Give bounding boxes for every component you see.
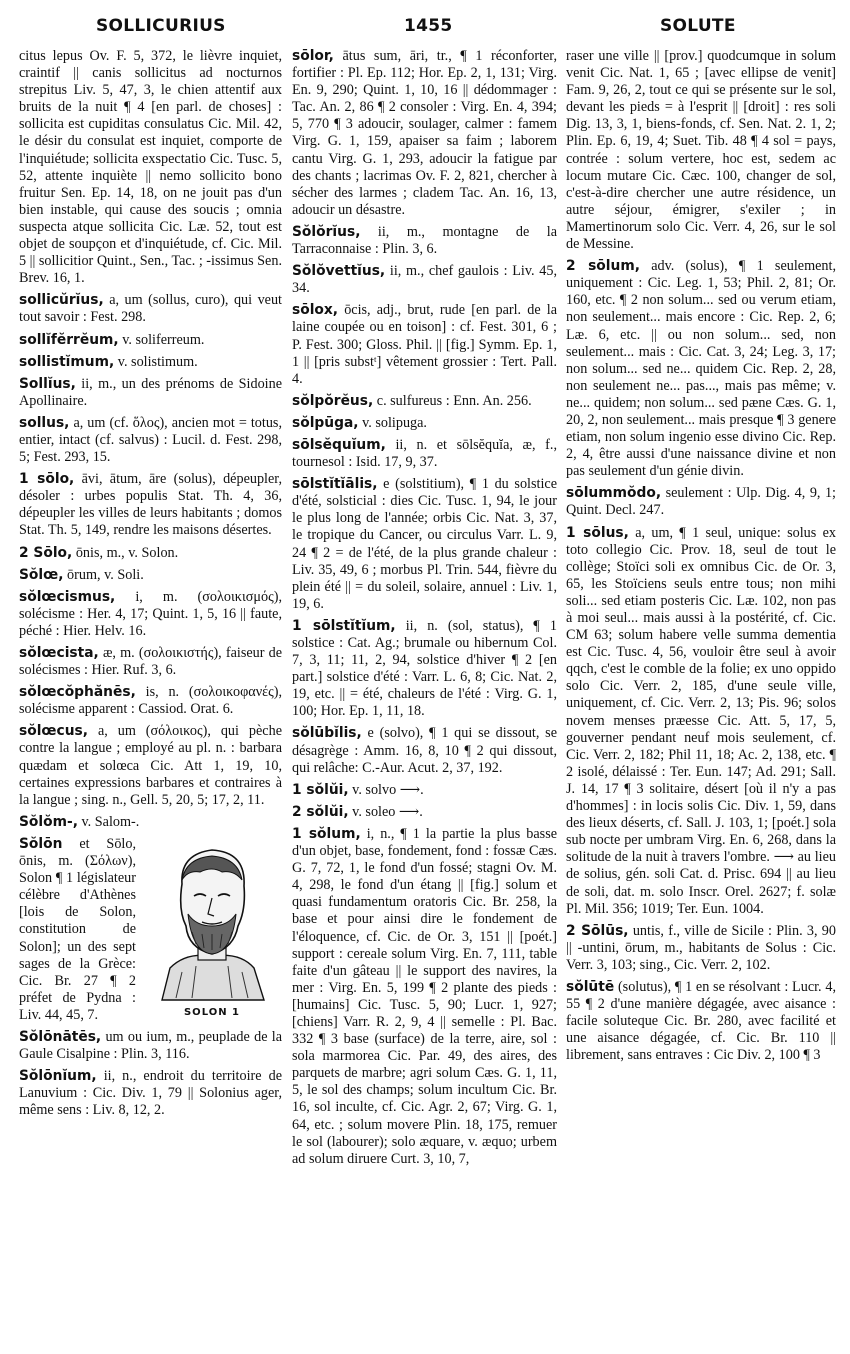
entry-definition: ii, m., montagne de la Tarraconnaise : Plin. 3, 6. bbox=[292, 223, 557, 258]
dictionary-entry bbox=[19, 814, 282, 831]
dictionary-entry bbox=[292, 393, 557, 410]
solon-bust-figure bbox=[142, 840, 282, 1018]
entry-headword: 2 sōlum, bbox=[566, 258, 640, 275]
dictionary-entry bbox=[19, 354, 282, 371]
dictionary-entry bbox=[292, 302, 557, 387]
column-2 bbox=[292, 48, 557, 1350]
entry-headword: Sŏlŏrĭus, bbox=[292, 223, 361, 240]
entry-headword: 2 Sōlo, bbox=[19, 544, 73, 561]
entry-definition: æ, m. (σολοικιστής), faiseur de solécismes : Hier. Ruf. 3, 6. bbox=[19, 645, 282, 679]
dictionary-entry bbox=[19, 723, 282, 808]
entry-headword: Sŏlœ, bbox=[19, 566, 64, 583]
dictionary-entry bbox=[292, 415, 557, 432]
dictionary-entry bbox=[566, 485, 836, 519]
entry-headword: Sŏlŏm-, bbox=[19, 813, 78, 830]
entry-definition: et Sōlo, ōnis, m. (Σόλων), Solon ¶ 1 législateur célèbre d'Athènes [lois de Solon, constitution de Solon]; un des sept sages de la Grèce: Cic. Br. 27 ¶ 2 préfet de Pydna : Liv. 44, 45, 7. bbox=[19, 835, 137, 1023]
entry-headword: 1 sŏlum, bbox=[292, 825, 361, 842]
dictionary-entry bbox=[292, 804, 557, 821]
entry-headword: Sŏlŏvettĭus, bbox=[292, 263, 386, 280]
dictionary-entry bbox=[292, 725, 557, 776]
entry-headword: sŏlœcus, bbox=[19, 723, 88, 740]
entry-headword: 1 sōlstĭtĭum, bbox=[292, 617, 396, 634]
entry-headword: sōlummŏdo, bbox=[566, 485, 662, 502]
entry-headword: sōlor, bbox=[292, 48, 334, 64]
entry-definition: i, m. (σολοικισμός), solécisme : Her. 4, 17; Quint. 1, 5, 16 || faute, péché : Hier. Helv. 16. bbox=[19, 588, 282, 639]
entry-definition: v. soliferreum. bbox=[122, 331, 205, 348]
entry-definition: untis, f., ville de Sicile : Plin. 3, 90 || -untini, ōrum, m., habitants de Solus : Cic. Verr. 3, 103; sing., Cic. Verr. 2, 102. bbox=[566, 922, 836, 973]
entry-headword: Sŏlōnĭum, bbox=[19, 1068, 97, 1085]
running-head-right: SOLUTE bbox=[660, 16, 736, 36]
entry-headword: 1 sōlus, bbox=[566, 524, 629, 541]
dictionary-entry bbox=[19, 589, 282, 640]
entry-headword: sŏlūbĭlis, bbox=[292, 725, 362, 742]
column-3 bbox=[566, 48, 836, 1350]
entry-headword: sollĭfĕrrĕum, bbox=[19, 331, 119, 348]
entry-headword: sŏlœcismus, bbox=[19, 588, 116, 605]
entry-headword: Sollĭus, bbox=[19, 375, 76, 392]
entry-headword: 1 sōlo, bbox=[19, 471, 75, 488]
dictionary-entry bbox=[292, 476, 557, 613]
entry-definition: a, um (sollus, curo), qui veut tout savoir : Fest. 298. bbox=[19, 292, 282, 326]
dictionary-entry bbox=[19, 48, 282, 287]
entry-headword: sŏlpūga, bbox=[292, 414, 359, 431]
entry-definition: v. solipuga. bbox=[362, 414, 427, 431]
entry-headword: sollistĭmum, bbox=[19, 353, 115, 370]
dictionary-entry bbox=[566, 923, 836, 974]
dictionary-entry bbox=[292, 437, 557, 471]
entry-headword: sōlox, bbox=[292, 302, 339, 319]
entry-definition: ōnis, m., v. Solon. bbox=[75, 544, 179, 561]
entry-headword: 2 Sōlūs, bbox=[566, 922, 629, 939]
dictionary-entry bbox=[566, 258, 836, 480]
solon-bust-icon bbox=[142, 840, 282, 1002]
dictionary-entry bbox=[19, 292, 282, 326]
dictionary-entry bbox=[19, 1029, 282, 1063]
entry-definition: a, um, ¶ 1 seul, unique: solus ex toto collegio Cic. Prov. 18, seul de tout le collège; Stoïci soli ex omnibus Cic. de Or. 3, 65, les Stoïciens seuls entre tous; non mihi soli... sed etiam posteris Cic. Læ. 102, non pas à moi seul... mais aussi à la postérité, cf. Cic. CM 63; solum habere velle summa dementia est Cic. Tusc. 4, 56, vouloir être seul à avoir qqch, c'est le comble de la folie; ex uno oppido solo Cic. Verr. 2, 185, d'une seule ville, uniquement, cf. Cic. Verr. 2, 13; Pis. 96; solos novem menses præesse Cic. Att. 5, 17, 5, gouverner pendant neuf mois seulement, cf. Cic. Verr. 2, 182; Phil 11, 18; Ac. 2, 138, etc. ¶ 2 isolé, délaissé : Ter. Eun. 147; Ad. 291; Sall. J. 14, 17 ¶ 3 solitaire, désert [où il n'y a pas d'hommes] : in locis solis Cic. Div. 1, 59, dans des lieux déserts, cf. Sall. J. 103, 1; [poét.] sola sub nocte per umbram Virg. En. 6, 268, dans la solitude de la nuit à travers l'ombre. ⟶ au lieu de solius, gén. soli Cat. d. Prisc. 694 || au lieu de soli, dat. m. solo Inscr. Orel. 2627; f. solæ Pl. Mil. 356; 1019; Ter. Eun. 1004. bbox=[566, 524, 836, 917]
dictionary-entry bbox=[19, 684, 282, 718]
entry-definition: ii, n., endroit du territoire de Lanuvium : Cic. Div. 1, 79 || Solonius ager, même sens : Liv. 8, 12, 2. bbox=[19, 1068, 282, 1119]
entry-definition: c. sulfureus : Enn. An. 256. bbox=[376, 392, 532, 409]
entry-definition: v. Salom-. bbox=[81, 813, 140, 830]
entry-definition: ii, m., chef gaulois : Liv. 45, 34. bbox=[292, 263, 557, 297]
entry-definition: citus lepus Ov. F. 5, 372, le lièvre inquiet, craintif || canis sollicitus ad nocturnos strepitus Liv. 5, 47, 3, le chien attentif aux bruits de la nuit ¶ 4 [en parl. de choses] : sollicita est cupiditas consulatus Cic. Mil. 42, le désir du consulat est inquiet, comporte de l'inquiétude; sollicita exspectatio Cic. Tusc. 5, 52, attente inquiète || nemo sollicito bono fruitur Sen. Ep. 14, 18, on ne jouit pas d'un bien instable, qui cause des soucis ; omnia suspecta atque sollicita Cic. Læ. 52, tout est objet de soupçon et d'inquiétude, cf. Cic. Mil. 5 || sollicitior Quint., Sen., Tac. ; -issimus Sen. Brev. 16, 1. bbox=[19, 48, 282, 287]
entry-definition: i, n., ¶ 1 la partie la plus basse d'un objet, base, fondement, fond : fossæ Cæs. G. 7, 72, 1, le fond d'un fossé; stagni Ov. M. 4, 298, le fond d'un étang || [fig.] solum et quasi fundamentum oratoris Cic. Br. 258, la base et pour ainsi dire le fondement de l'éloquence, cf. Cic. de Or. 3, 151 || [poét.] support : cereale solum Virg. En. 7, 111, table faite d'un gâteau || le support des navires, la mer : Virg. En. 5, 199 ¶ 2 plante des pieds : [humains] Cic. Tusc. 5, 90; Lucr. 1, 927; [chiens] Varr. R. 2, 9, 4 || semelle : Pl. Bac. 332 ¶ 3 base (surface) de la terre, aire, sol : sola marmorea Cic. Par. 49, des aires, des parquets de marbre; agri solum Cæs. G. 1, 11, 5, le sol des champs; solum incultum Cic. Br. 16, sol inculte, cf. Cic. Agr. 2, 67; Virg. G. 1, 64, etc. ; solum movere Plin. 18, 175, remuer le sol (labourer); solo æquare, v. æquo; urbem ad solum diruere Curt. 3, 10, 7, bbox=[292, 825, 557, 1167]
dictionary-entry bbox=[19, 645, 282, 679]
dictionary-entry bbox=[19, 376, 282, 410]
entry-headword: sŏlœcista, bbox=[19, 645, 99, 661]
entry-definition: um ou ium, m., peuplade de la Gaule Cisalpine : Plin. 3, 116. bbox=[19, 1028, 282, 1063]
entry-definition: ātus sum, āri, tr., ¶ 1 réconforter, fortifier : Pl. Ep. 112; Hor. Ep. 2, 1, 131; Virg. En. 9, 290; Quint. 1, 10, 16 || dédommager : Tac. An. 2, 86 ¶ 2 consoler : Virg. En. 4, 394; 5, 770 ¶ 3 adoucir, soulager, calmer : famem Virg. G. 1, 159, apaiser sa faim ; laborem cantu Virg. G. 1, 293, adoucir la fatigue par des chants ; lacrimas Ov. F. 2, 821, chercher à sécher des larmes ; cladem Tac. An. 16, 13, adoucir un désastre. bbox=[292, 48, 557, 218]
entry-headword: sŏlūtē bbox=[566, 978, 615, 995]
dictionary-entry bbox=[19, 567, 282, 584]
dictionary-entry bbox=[566, 48, 836, 253]
figure-caption: SOLON 1 bbox=[183, 1006, 241, 1018]
dictionary-entry bbox=[19, 332, 282, 349]
dictionary-entry bbox=[19, 415, 282, 466]
dictionary-entry bbox=[292, 618, 557, 721]
entry-definition: v. solvo ⟶. bbox=[352, 781, 424, 798]
running-head-left: SOLLICURIUS bbox=[96, 16, 226, 36]
entry-definition: v. soleo ⟶. bbox=[352, 803, 423, 820]
entry-headword: sōlsĕquĭum, bbox=[292, 436, 386, 453]
entry-definition: (solutus), ¶ 1 en se résolvant : Lucr. 4, 55 ¶ 2 d'une manière dégagée, avec aisance : facile soluteque Cic. Br. 280, avec facilité et une aisance dégagée, cf. Cic. Br. 110 || librement, sans entraves : Cic Div. 2, 100 ¶ 3 bbox=[566, 978, 836, 1064]
entry-definition: is, n. (σολοικοφανές), solécisme apparent : Cassiod. Orat. 6. bbox=[19, 684, 282, 718]
entry-headword: sollicŭrĭus, bbox=[19, 292, 104, 309]
entry-definition: ōrum, v. Soli. bbox=[67, 566, 144, 583]
entry-headword: sŏlpŏrĕus, bbox=[292, 392, 374, 409]
entry-headword: sollus, bbox=[19, 414, 70, 431]
dictionary-entry bbox=[292, 826, 557, 1168]
dictionary-entry bbox=[292, 263, 557, 297]
dictionary-entry bbox=[566, 525, 836, 918]
page-number: 1455 bbox=[404, 16, 453, 36]
entry-definition: ii, m., un des prénoms de Sidoine Apollinaire. bbox=[19, 375, 282, 409]
entry-definition: raser une ville || [prov.] quodcumque in solum venit Cic. Nat. 1, 65 ; [avec ellipse de venit] Fam. 9, 26, 2, tout ce qui se présente sur le sol, devant les pieds = à l'esprit || [droit] : res soli Dig. 13, 3, 1, biens-fonds, cf. Sen. Nat. 2. 1, 2; Plin. Ep. 6, 19, 4; Suet. Tib. 48 ¶ 4 sol = pays, contrée : solum vertere, hoc est, sedem ac locum mutare Cic. Cæc. 100, changer de sol, c'est-à-dire chercher une autre résidence, un autre séjour, émigrer, s'exiler ; in Mamertinorum solo Cic. Verr. 4, 26, sur le sol de Messine. bbox=[566, 48, 836, 253]
column-1 bbox=[19, 48, 282, 1350]
dictionary-entry bbox=[19, 836, 282, 1024]
entry-definition: a, um (σόλοικος), qui pèche contre la langue ; employé au pl. n. : barbara quædam et solœca Cic. Att 1, 19, 10, certaines expressions barbares et contraires à la langue ; sing. n., Gell. 5, 20, 5; 17, 2, 11. bbox=[19, 723, 282, 808]
entry-headword: sŏlœcŏphănēs, bbox=[19, 684, 136, 701]
entry-definition: ii, n. (sol, status), ¶ 1 solstice : Cat. Ag.; brumale ou hibernum Col. 7, 3, 11; 11, 2, 94, solstice d'hiver ¶ 2 [en part.] solstice d'été : Varr. L. 6, 8; Cic. Nat. 2, 19, etc. || = été, chaleurs de l'été : Virg. G. 1, 100; Hor. Ep. 1, 11, 18. bbox=[292, 617, 557, 720]
entry-definition: e (solvo), ¶ 1 qui se dissout, se désagrège : Amm. 16, 8, 10 ¶ 2 qui dissout, qui relâche: C.-Aur. Acut. 2, 37, 192. bbox=[292, 725, 557, 776]
dictionary-entry bbox=[292, 782, 557, 799]
dictionary-entry bbox=[19, 1068, 282, 1119]
dictionary-entry bbox=[566, 979, 836, 1064]
entry-definition: v. solistimum. bbox=[117, 353, 198, 370]
entry-headword: 1 sŏlŭi, bbox=[292, 781, 349, 798]
entry-headword: Sŏlōnātēs, bbox=[19, 1028, 102, 1045]
entry-headword: sōlstĭtĭālis, bbox=[292, 476, 378, 493]
entry-definition: adv. (solus), ¶ 1 seulement, uniquement : Cic. Leg. 1, 53; Phil. 2, 81; Or. 160, etc. ¶ 2 non solum... sed ou verum etiam, non seulement... mais encore : Cic. Rep. 2, 6; Læ. 6, etc. || ou non solum... sed, non seulement... mais : Cic. Cat. 3, 24; Leg. 3, 17; non solum... sed ne... quidem Cic. Rep. 2, 28, non seulement ne... pas..., mais pas même; v. ne... quidem; non solum... sed pæne Cæs. G. 1, 20, 2, non seulement... mais presque ¶ 3 genere etiam, non solum ingenio esse divino Cic. Rep. 2, 4, être aussi d'une naissance divine et non pas seulement d'un génie divin. bbox=[566, 258, 836, 480]
entry-definition: ōcis, adj., brut, rude [en parl. de la laine coupée ou en toison] : cf. Fest. 301, 6 ; P. Fest. 300; Gloss. Phil. || [fig.] Symm. Ep. 1, 1 || [pris substᵗ] vêtement grossier : Tert. Pall. 4. bbox=[292, 302, 557, 387]
dictionary-entry bbox=[292, 224, 557, 258]
dictionary-entry bbox=[292, 48, 557, 219]
dictionary-entry bbox=[19, 471, 282, 539]
entry-definition: seulement : Ulp. Dig. 4, 9, 1; Quint. Decl. 247. bbox=[566, 485, 836, 519]
entry-headword: 2 sŏlŭi, bbox=[292, 803, 349, 820]
entry-definition: ii, n. et sōlsĕquĭa, æ, f., tournesol : Isid. 17, 9, 37. bbox=[292, 436, 557, 471]
dictionary-entry bbox=[19, 545, 282, 562]
entry-definition: a, um (cf. ὅλος), ancien mot = totus, entier, intact (cf. salvus) : Lucil. d. Fest. 298, 5; Fest. 293, 15. bbox=[19, 414, 282, 466]
entry-definition: e (solstitium), ¶ 1 du solstice d'été, solsticial : dies Cic. Tusc. 1, 94, le jour le plus long de l'année; orbis Cic. Nat. 3, 37, le tropique du Cancer, ou circulus Varr. L. 9, 24 ¶ 2 = de l'été, de la plus grande chaleur : Liv. 35, 49, 6 ; morbus Pl. Trin. 544, fièvre du plein été || = du soleil, solaire, annuel : Liv. 1, 19, 6. bbox=[292, 476, 557, 612]
entry-headword: Sŏlōn bbox=[19, 835, 63, 852]
entry-definition: āvi, ātum, āre (solus), dépeupler, désoler : urbes populis Stat. Th. 4, 36, dépeupler les villes de leurs habitants ; domos Stat. Th. 5, 149, rendre les maisons désertes. bbox=[19, 471, 282, 539]
